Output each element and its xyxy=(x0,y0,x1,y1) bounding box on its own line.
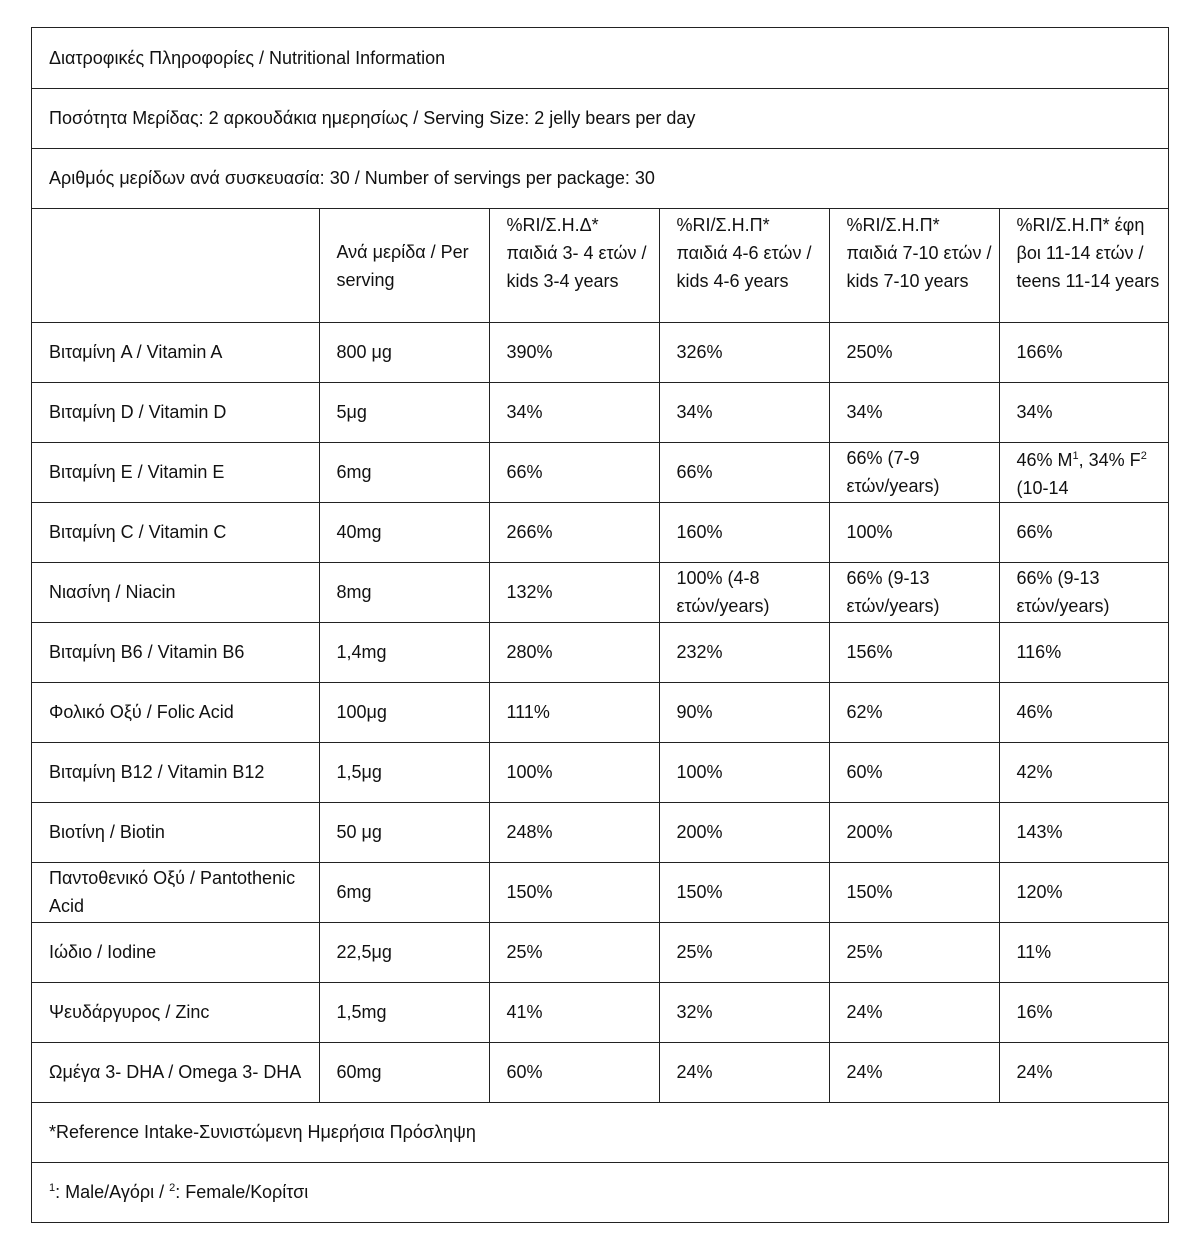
per-serving-value: 8mg xyxy=(319,562,489,622)
header-cell-ri-7-10: %RI/Σ.Η.Π* παιδιά 7-10 ετών / kids 7-10 years xyxy=(829,208,999,322)
ri-7-10-value: 34% xyxy=(829,382,999,442)
serving-size: Ποσότητα Μερίδας: 2 αρκουδάκια ημερησίως / Serving Size: 2 jelly bears per day xyxy=(32,88,1168,148)
ri-11-14-value: 66% (9-13 ετών/years) xyxy=(999,562,1168,622)
footnote-marker-1: 1 xyxy=(1072,449,1079,462)
ri-4-6-value: 25% xyxy=(659,922,829,982)
ri-3-4-value: 100% xyxy=(489,742,659,802)
table-row xyxy=(32,622,1168,682)
per-serving-value: 100μg xyxy=(319,682,489,742)
ri-4-6-value: 24% xyxy=(659,1042,829,1102)
per-serving-value: 1,5μg xyxy=(319,742,489,802)
per-serving-value: 1,5mg xyxy=(319,982,489,1042)
ri-7-10-value: 24% xyxy=(829,1042,999,1102)
nutrient-name: Ψευδάργυρος / Zinc xyxy=(32,982,319,1042)
header-row xyxy=(32,208,1168,322)
per-serving-value: 60mg xyxy=(319,1042,489,1102)
footnote-female: : Female/Κορίτσι xyxy=(175,1182,309,1203)
ri-3-4-value: 390% xyxy=(489,322,659,382)
footnote-marker-2: 2 xyxy=(169,1182,176,1195)
table-row xyxy=(32,862,1168,922)
header-cell-ri-3-4: %RI/Σ.Η.Δ* παιδιά 3- 4 ετών / kids 3-4 years xyxy=(489,208,659,322)
ri-11-14-value: 46% xyxy=(999,682,1168,742)
footnote-male: : Male/Αγόρι / xyxy=(55,1182,170,1203)
ri-7-10-value: 156% xyxy=(829,622,999,682)
ri-4-6-value: 232% xyxy=(659,622,829,682)
ri-7-10-value: 100% xyxy=(829,502,999,562)
ri-7-10-value: 200% xyxy=(829,802,999,862)
nutrient-name: Ωμέγα 3- DHA / Omega 3- DHA xyxy=(32,1042,319,1102)
header-cell-ri-4-6: %RI/Σ.Η.Π* παιδιά 4-6 ετών / kids 4-6 years xyxy=(659,208,829,322)
table-row xyxy=(32,982,1168,1042)
per-serving-value: 6mg xyxy=(319,862,489,922)
ri-4-6-value: 32% xyxy=(659,982,829,1042)
table-row xyxy=(32,922,1168,982)
ri-4-6-value: 326% xyxy=(659,322,829,382)
ri-7-10-value: 66% (7-9 ετών/years) xyxy=(829,442,999,502)
nutrient-name: Βιταμίνη C / Vitamin C xyxy=(32,502,319,562)
vitamin-e-teens-male: 46% M xyxy=(1016,449,1073,470)
ri-7-10-value: 250% xyxy=(829,322,999,382)
nutrient-name: Βιταμίνη B12 / Vitamin B12 xyxy=(32,742,319,802)
nutrient-name: Βιταμίνη B6 / Vitamin B6 xyxy=(32,622,319,682)
ri-4-6-value: 34% xyxy=(659,382,829,442)
table-row xyxy=(32,502,1168,562)
table-row xyxy=(32,442,1168,502)
ri-4-6-value: 90% xyxy=(659,682,829,742)
ri-3-4-value: 111% xyxy=(489,682,659,742)
nutrient-name: Βιταμίνη D / Vitamin D xyxy=(32,382,319,442)
table-row xyxy=(32,322,1168,382)
ri-11-14-value: 11% xyxy=(999,922,1168,982)
ri-11-14-value: 24% xyxy=(999,1042,1168,1102)
ri-11-14-value: 16% xyxy=(999,982,1168,1042)
ri-11-14-value: 143% xyxy=(999,802,1168,862)
nutrient-name: Παντοθενικό Οξύ / Pantothenic Acid xyxy=(32,862,319,922)
ri-4-6-value: 66% xyxy=(659,442,829,502)
vitamin-e-teens-female: , 34% F xyxy=(1078,449,1141,470)
ri-3-4-value: 248% xyxy=(489,802,659,862)
ri-4-6-value: 100% (4-8 ετών/years) xyxy=(659,562,829,622)
table-row xyxy=(32,802,1168,862)
footnote-gender xyxy=(32,1162,1168,1222)
nutrient-name: Βιταμίνη E / Vitamin E xyxy=(32,442,319,502)
ri-3-4-value: 60% xyxy=(489,1042,659,1102)
nutrient-name: Ιώδιο / Iodine xyxy=(32,922,319,982)
ri-7-10-value: 25% xyxy=(829,922,999,982)
ri-3-4-value: 132% xyxy=(489,562,659,622)
nutrient-name: Βιοτίνη / Biotin xyxy=(32,802,319,862)
ri-7-10-value: 60% xyxy=(829,742,999,802)
ri-11-14-value: 166% xyxy=(999,322,1168,382)
per-serving-value: 50 μg xyxy=(319,802,489,862)
ri-7-10-value: 62% xyxy=(829,682,999,742)
ri-7-10-value: 24% xyxy=(829,982,999,1042)
nutrition-panel xyxy=(31,27,1169,1223)
ri-3-4-value: 280% xyxy=(489,622,659,682)
ri-3-4-value: 150% xyxy=(489,862,659,922)
ri-11-14-value: 66% xyxy=(999,502,1168,562)
servings-per-package: Αριθμός μερίδων ανά συσκευασία: 30 / Number of servings per package: 30 xyxy=(32,148,1168,208)
ri-3-4-value: 266% xyxy=(489,502,659,562)
per-serving-value: 800 μg xyxy=(319,322,489,382)
ri-4-6-value: 200% xyxy=(659,802,829,862)
ri-11-14-value-vitamin-e xyxy=(999,442,1168,502)
nutrient-name: Βιταμίνη A / Vitamin A xyxy=(32,322,319,382)
per-serving-value: 6mg xyxy=(319,442,489,502)
table-title: Διατροφικές Πληροφορίες / Nutritional Information xyxy=(32,28,1168,88)
ri-11-14-value: 34% xyxy=(999,382,1168,442)
per-serving-value: 22,5μg xyxy=(319,922,489,982)
footnote-marker-1: 1 xyxy=(49,1182,56,1195)
ri-7-10-value: 150% xyxy=(829,862,999,922)
nutrition-table xyxy=(32,28,1168,1222)
header-cell-nutrient xyxy=(32,208,319,322)
table-row xyxy=(32,682,1168,742)
ri-3-4-value: 25% xyxy=(489,922,659,982)
ri-4-6-value: 100% xyxy=(659,742,829,802)
header-cell-per-serving: Ανά μερίδα / Per serving xyxy=(319,208,489,322)
footnote-marker-2: 2 xyxy=(1140,449,1147,462)
per-serving-value: 5μg xyxy=(319,382,489,442)
table-row xyxy=(32,742,1168,802)
ri-7-10-value: 66% (9-13 ετών/years) xyxy=(829,562,999,622)
nutrient-name: Νιασίνη / Niacin xyxy=(32,562,319,622)
ri-11-14-value: 120% xyxy=(999,862,1168,922)
ri-11-14-value: 116% xyxy=(999,622,1168,682)
footnote-reference-intake: *Reference Intake-Συνιστώμενη Ημερήσια Πρόσληψη xyxy=(32,1102,1168,1162)
ri-11-14-value: 42% xyxy=(999,742,1168,802)
nutrient-name: Φολικό Οξύ / Folic Acid xyxy=(32,682,319,742)
table-row xyxy=(32,382,1168,442)
per-serving-value: 1,4mg xyxy=(319,622,489,682)
header-cell-ri-11-14: %RI/Σ.Η.Π* έφη βοι 11-14 ετών / teens 11-14 years xyxy=(999,208,1168,322)
table-row xyxy=(32,562,1168,622)
ri-3-4-value: 34% xyxy=(489,382,659,442)
ri-4-6-value: 150% xyxy=(659,862,829,922)
ri-3-4-value: 66% xyxy=(489,442,659,502)
ri-3-4-value: 41% xyxy=(489,982,659,1042)
vitamin-e-teens-age: (10-14 xyxy=(1016,477,1069,498)
ri-4-6-value: 160% xyxy=(659,502,829,562)
per-serving-value: 40mg xyxy=(319,502,489,562)
table-row xyxy=(32,1042,1168,1102)
